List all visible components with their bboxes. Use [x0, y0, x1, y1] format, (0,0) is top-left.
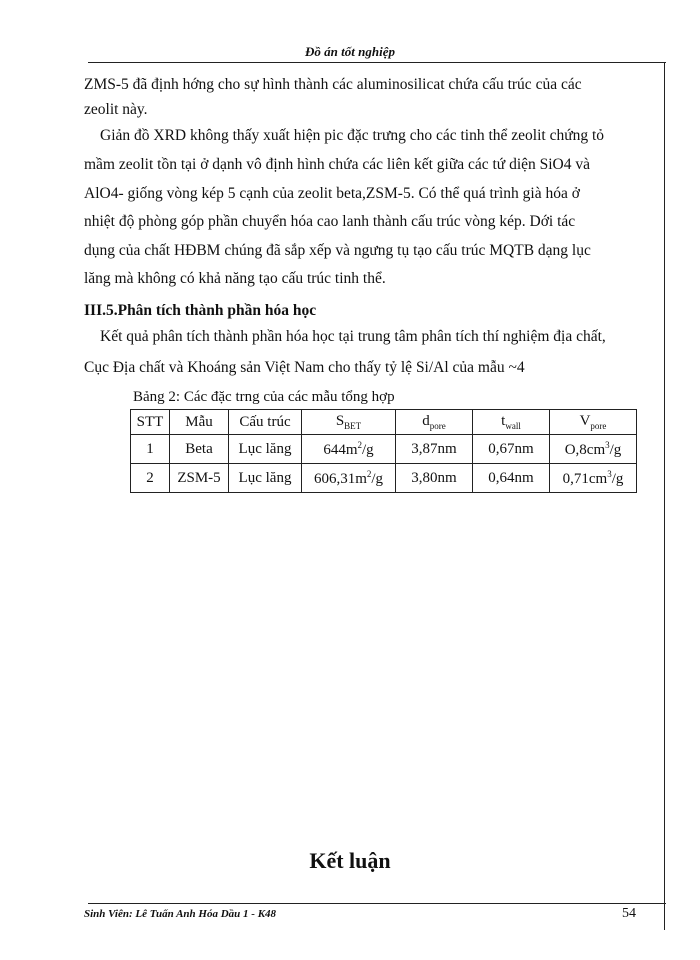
paragraph-line: zeolit này.	[84, 101, 148, 118]
cell-stt: 1	[131, 435, 170, 464]
cell-vpore: $O,8cm^3/g$	[550, 435, 637, 464]
paragraph-line: AlO4- giống vòng kép 5 cạnh của zeolit beta,ZSM-5. Có thể quá trình già hóa ở	[84, 185, 580, 202]
paragraph-line: ZMS-5 đã định hớng cho sự hình thành các aluminosilicat chứa cấu trúc của các	[84, 76, 582, 93]
cell-sbet: $606,31m^2/g$	[302, 464, 396, 493]
header-stt: STT	[131, 410, 170, 435]
header-vpore: $V_{pore}$	[550, 410, 637, 435]
footer-author: Sinh Viên: Lê Tuấn Anh Hóa Dầu 1 - K48	[84, 908, 277, 920]
paragraph-line: dụng của chất HĐBM chúng đã sắp xếp và ngưng tụ tạo cấu trúc MQTB dạng lục	[84, 242, 591, 259]
cell-twall: 0,67nm	[473, 435, 550, 464]
cell-vpore: $0,71cm^3/g$	[550, 464, 637, 493]
page-header: Đồ án tốt nghiệp	[305, 44, 395, 59]
header-dpore: $d_{pore}$	[396, 410, 473, 435]
paragraph-line: Kết quả phân tích thành phần hóa học tại trung tâm phân tích thí nghiệm địa chất,	[100, 328, 606, 345]
header-twall: $t_{wall}$	[473, 410, 550, 435]
cell-structure: Lục lăng	[229, 464, 302, 493]
characteristics-table	[130, 409, 637, 493]
paragraph-line: nhiệt độ phòng góp phần chuyển hóa cao lanh thành cấu trúc vòng kép. Dới tác	[84, 213, 576, 230]
cell-sbet: $644m^2/g$	[302, 435, 396, 464]
paragraph-line: Giản đồ XRD không thấy xuất hiện pic đặc trưng cho các tinh thể zeolit chứng tỏ	[100, 127, 605, 144]
page-number: 54	[622, 906, 636, 921]
table-caption: Bảng 2: Các đặc trng của các mẫu tổng hợp	[133, 389, 395, 405]
paragraph-line: Cục Địa chất và Khoáng sản Việt Nam cho thấy tỷ lệ Si/Al của mẫu ~4	[84, 359, 525, 376]
paragraph-line: mầm zeolit tồn tại ở dạnh vô định hình chứa các liên kết giữa các tứ diện SiO4 và	[84, 156, 591, 173]
header-structure: Cấu trúc	[229, 410, 302, 435]
cell-twall: 0,64nm	[473, 464, 550, 493]
cell-stt: 2	[131, 464, 170, 493]
header-sbet: $S_{BET}$	[302, 410, 396, 435]
table-row	[131, 464, 637, 493]
cell-dpore: 3,87nm	[396, 435, 473, 464]
cell-sample: ZSM-5	[170, 464, 229, 493]
right-margin-rule	[664, 62, 665, 930]
paragraph-line: lăng mà không có khả năng tạo cấu trúc tinh thể.	[84, 270, 386, 287]
conclusion-heading: Kết luận	[309, 848, 391, 873]
header-sample: Mẫu	[170, 410, 229, 435]
header-rule	[88, 62, 666, 63]
cell-structure: Lục lăng	[229, 435, 302, 464]
cell-dpore: 3,80nm	[396, 464, 473, 493]
cell-sample: Beta	[170, 435, 229, 464]
footer-rule	[88, 903, 666, 904]
table-row	[131, 435, 637, 464]
table-header-row	[131, 410, 637, 435]
section-heading: III.5.Phân tích thành phần hóa học	[84, 302, 317, 319]
